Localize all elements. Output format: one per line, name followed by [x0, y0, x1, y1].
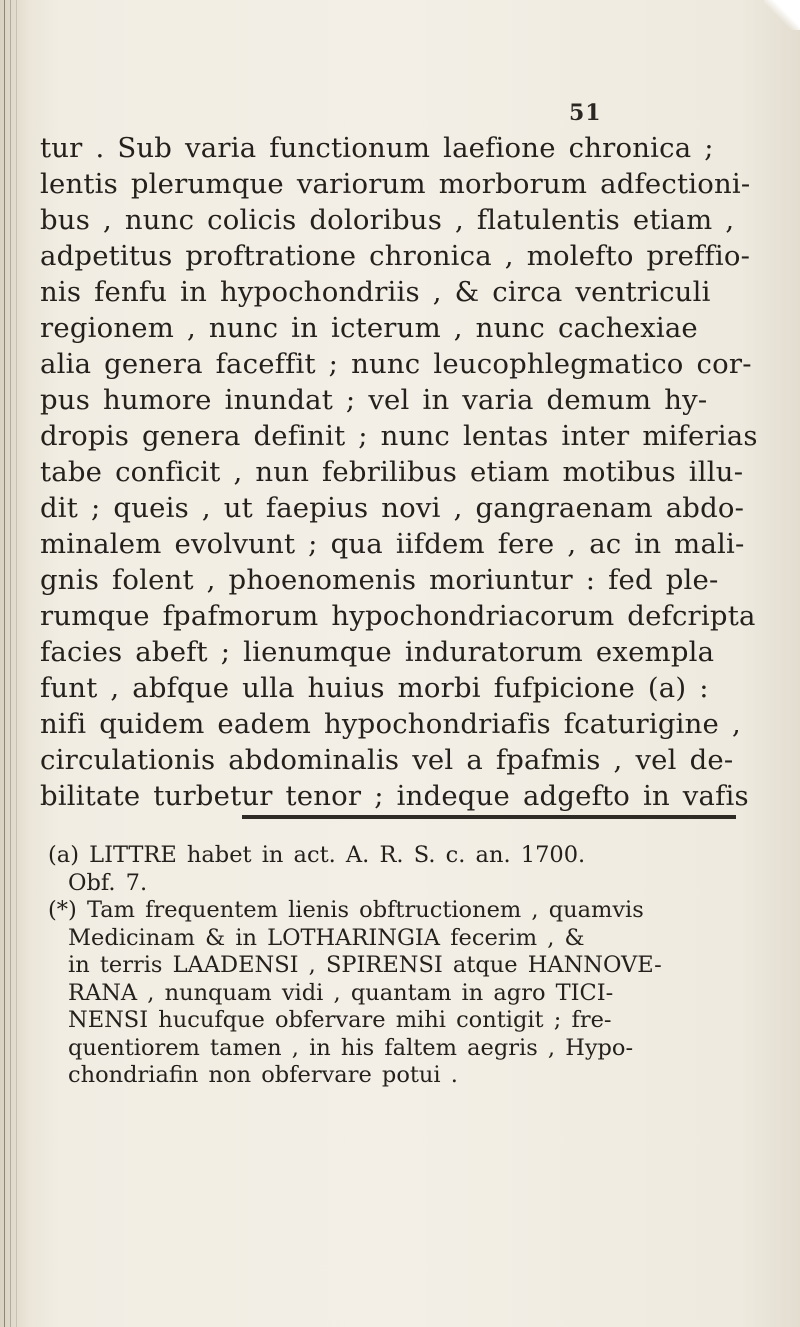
text-line: rumque fpafmorum hypochondriacorum defcripta [40, 600, 756, 632]
text-line: alia genera faceffit ; nunc leucophlegmatico cor- [40, 348, 752, 380]
text-line: dropis genera definit ; nunc lentas inter miferias [40, 420, 758, 452]
binding-edge-shadow-light [16, 0, 17, 1327]
binding-edge [4, 0, 5, 1327]
footnote-line: RANA , nunquam vidi , quantam in agro TICI- [68, 979, 614, 1006]
page-corner [764, 0, 800, 30]
body-text [40, 130, 760, 814]
text-line: facies abeft ; lienumque induratorum exempla [40, 636, 715, 668]
text-line: gnis folent , phoenomenis moriuntur : fed ple- [40, 564, 719, 596]
text-line: bus , nunc colicis doloribus , flatulentis etiam , [40, 204, 735, 236]
text-line: dit ; queis , ut faepius novi , gangraenam abdo- [40, 492, 745, 524]
footnote-line: (*) Tam frequentem lienis obftructionem , quamvis [48, 897, 644, 923]
footnote-line: in terris LAADENSI , SPIRENSI atque HANNOVE- [68, 952, 662, 978]
text-line: funt , abfque ulla huius morbi fufpicione (a) : [40, 672, 709, 704]
footnote-line: NENSI hucufque obfervare mihi contigit ; fre- [68, 1007, 612, 1033]
footnote-line: quentiorem tamen , in his faltem aegris , Hypo- [68, 1034, 634, 1061]
footnote-line: Medicinam & in LOTHARINGIA fecerim , & [68, 924, 585, 951]
footnote-line: chondriafin non obfervare potui . [68, 1062, 458, 1088]
text-line: minalem evolvunt ; qua iifdem fere , ac in mali- [40, 528, 745, 560]
text-line: nis fenfu in hypochondriis , & circa ventriculi [40, 276, 711, 308]
text-line: circulationis abdominalis vel a fpafmis , vel de- [40, 744, 734, 776]
footnotes [40, 842, 760, 1090]
footnote-line: (a) LITTRE habet in act. A. R. S. c. an. 1700. [48, 842, 586, 868]
text-line: adpetitus proftratione chronica , molefto preffio- [40, 240, 751, 272]
text-line: regionem , nunc in icterum , nunc cachexiae [40, 312, 698, 344]
text-line: nifi quidem eadem hypochondriafis fcaturigine , [40, 708, 741, 740]
text-line: bilitate turbetur tenor ; indeque adgefto in vafis [40, 780, 749, 812]
page-number: 51 [569, 100, 602, 126]
binding-edge-shadow [10, 0, 11, 1327]
footnote-line: Obf. 7. [68, 869, 148, 896]
footnote-separator-rule [242, 815, 736, 819]
text-line: lentis plerumque variorum morborum adfectioni- [40, 168, 751, 200]
text-line: tabe conficit , nun febrilibus etiam motibus illu- [40, 456, 744, 488]
text-line: tur . Sub varia functionum laefione chronica ; [40, 132, 714, 164]
text-line: pus humore inundat ; vel in varia demum hy- [40, 384, 708, 416]
